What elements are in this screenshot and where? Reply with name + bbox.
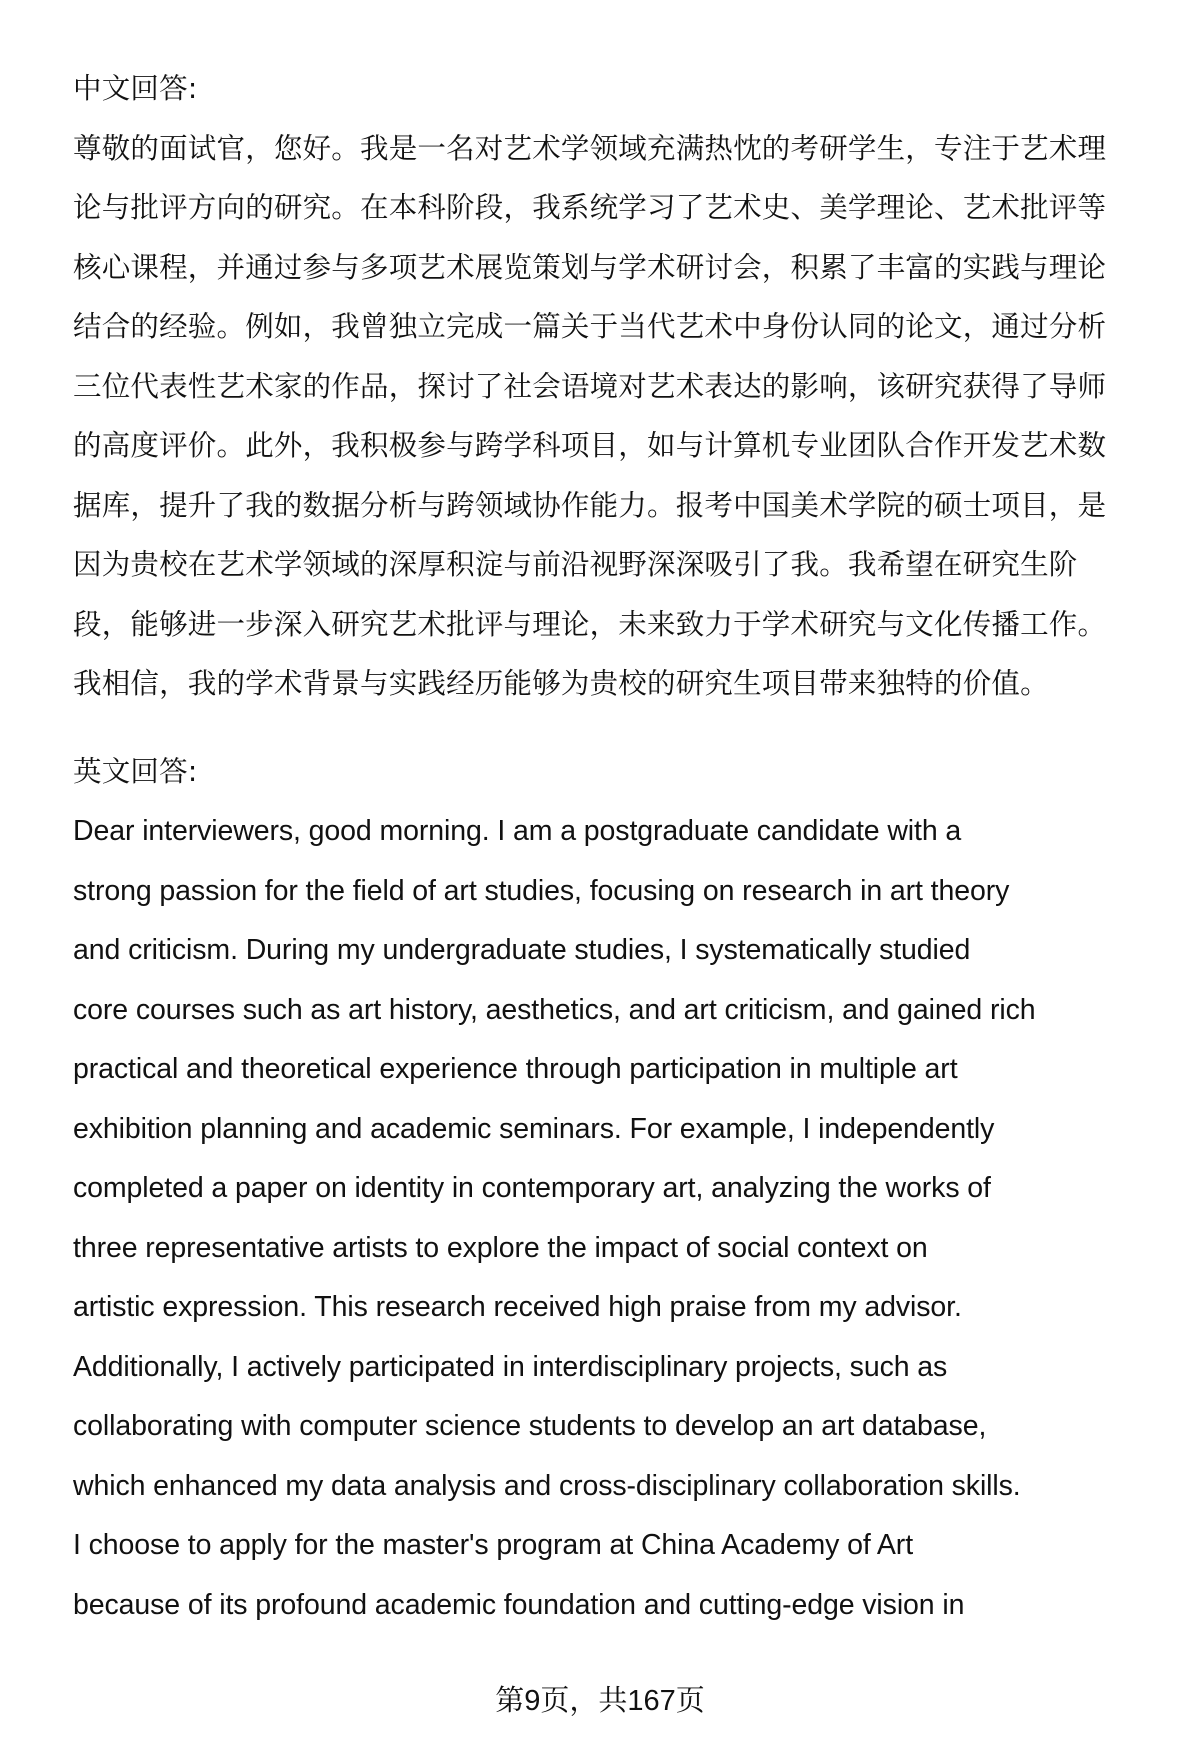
- section-heading-english: 英文回答:: [73, 754, 198, 788]
- paragraph-line: 三位代表性艺术家的作品，探讨了社会语境对艺术表达的影响，该研究获得了导师: [73, 369, 1107, 403]
- paragraph-line: I choose to apply for the master's program at China Academy of Art: [73, 1529, 914, 1561]
- paragraph-line: strong passion for the field of art studies, focusing on research in art theory: [73, 874, 1010, 907]
- paragraph-line: 核心课程，并通过参与多项艺术展览策划与学术研讨会，积累了丰富的实践与理论: [73, 250, 1107, 284]
- paragraph-line: 结合的经验。例如，我曾独立完成一篇关于当代艺术中身份认同的论文，通过分析: [73, 310, 1107, 343]
- paragraph-line: 段，能够进一步深入研究艺术批评与理论，未来致力于学术研究与文化传播工作。: [73, 607, 1107, 641]
- paragraph-line: Additionally, I actively participated in interdisciplinary projects, such as: [73, 1350, 948, 1383]
- paragraph-line: because of its profound academic foundation and cutting-edge vision in: [73, 1588, 965, 1621]
- paragraph-line: 因为贵校在艺术学领域的深厚积淀与前沿视野深深吸引了我。我希望在研究生阶: [73, 548, 1078, 581]
- paragraph-line: core courses such as art history, aesthetics, and art criticism, and gained rich: [73, 993, 1036, 1026]
- section-heading-chinese: 中文回答:: [73, 72, 198, 105]
- paragraph-line: collaborating with computer science students to develop an art database,: [73, 1410, 987, 1442]
- paragraph-line: 据库，提升了我的数据分析与跨领域协作能力。报考中国美术学院的硕士项目，是: [73, 488, 1107, 522]
- paragraph-line: 我相信，我的学术背景与实践经历能够为贵校的研究生项目带来独特的价值。: [73, 667, 1049, 700]
- paragraph-line: practical and theoretical experience through participation in multiple art: [73, 1053, 958, 1085]
- paragraph-line: 论与批评方向的研究。在本科阶段，我系统学习了艺术史、美学理论、艺术批评等: [73, 191, 1107, 224]
- paragraph-line: artistic expression. This research received high praise from my advisor.: [73, 1291, 962, 1323]
- paragraph-line: 的高度评价。此外，我积极参与跨学科项目，如与计算机专业团队合作开发艺术数: [73, 429, 1107, 462]
- paragraph-line: three representative artists to explore the impact of social context on: [73, 1231, 928, 1264]
- paragraph-line: Dear interviewers, good morning. I am a postgraduate candidate with a: [73, 815, 962, 847]
- page-indicator: 第9页，共167页: [495, 1685, 705, 1717]
- paragraph-line: exhibition planning and academic seminars. For example, I independently: [73, 1112, 995, 1145]
- paragraph-line: completed a paper on identity in contemporary art, analyzing the works of: [73, 1172, 991, 1204]
- paragraph-line: 尊敬的面试官，您好。我是一名对艺术学领域充满热忱的考研学生，专注于艺术理: [73, 131, 1107, 165]
- paragraph-line: and criticism. During my undergraduate studies, I systematically studied: [73, 934, 971, 966]
- paragraph-line: which enhanced my data analysis and cross-disciplinary collaboration skills.: [73, 1469, 1021, 1502]
